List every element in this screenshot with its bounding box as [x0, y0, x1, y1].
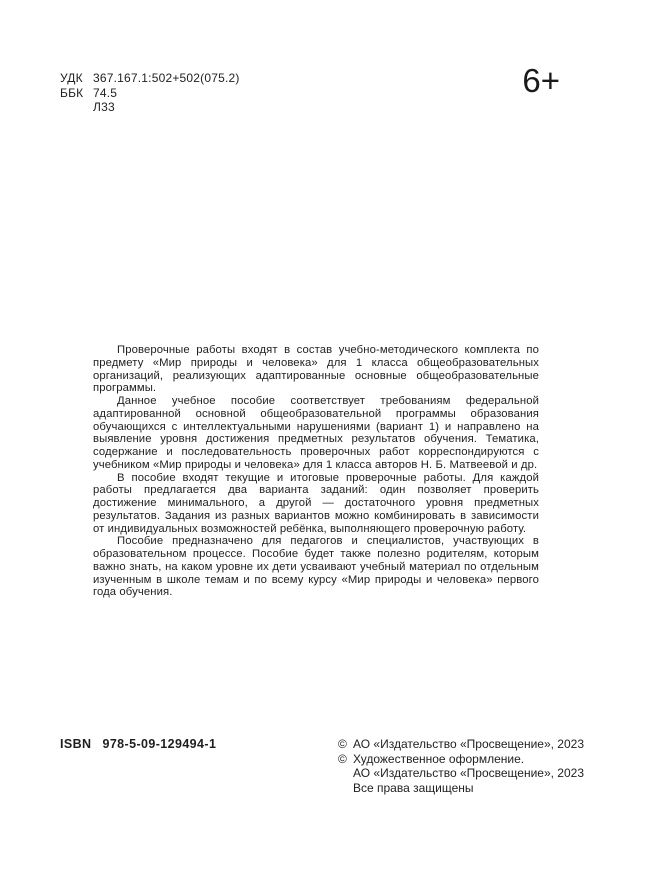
- annotation-paragraph: В пособие входят текущие и итоговые проверочные работы. Для каждой работы предлагается два варианта заданий: один позволяет проверить достижение минимального, а другой — достаточного уровня предметных результатов. Задания из разных вариантов можно комбинировать в зависимости от индивидуальных возможностей ребёнка, выполняющего проверочную работу.: [93, 471, 539, 535]
- annotation-paragraph: Данное учебное пособие соответствует требованиям федеральной адаптированной основной общеобразовательной программы образования обучающихся с интеллектуальными нарушениями (вариант 1) и направлено на выявление уровня достижения предметных результатов обучения. Тематика, содержание и последовательность проверочных работ корреспондируются с учебником «Мир природы и человека» для 1 класса авторов Н. Б. Матвеевой и др.: [93, 395, 539, 471]
- copyright-symbol: [338, 781, 353, 796]
- bbk-row: [60, 86, 240, 101]
- copyright-line: [338, 737, 584, 752]
- bbk-value: 74.5: [93, 85, 118, 100]
- author-sign-label: [60, 100, 93, 115]
- copyright-text: Все права защищены: [353, 780, 474, 795]
- copyright-line: [338, 752, 584, 767]
- isbn-line: [60, 737, 216, 751]
- copyright-text: АО «Издательство «Просвещение», 2023: [353, 766, 585, 781]
- bibliographic-codes: [60, 71, 240, 115]
- copyright-symbol: [338, 766, 353, 781]
- author-sign-row: [60, 100, 240, 115]
- copyright-line: [338, 766, 584, 781]
- bbk-label: ББК: [60, 85, 84, 100]
- copyright-text: АО «Издательство «Просвещение», 2023: [353, 737, 585, 751]
- age-rating-badge: 6+: [522, 62, 560, 99]
- copyright-line: [338, 781, 584, 796]
- copyright-symbol: ©: [338, 737, 347, 751]
- isbn-value: 978-5-09-129494-1: [102, 737, 217, 751]
- udk-value: 367.167.1:502+502(075.2): [93, 71, 240, 85]
- udk-label: УДК: [60, 71, 83, 85]
- copyright-symbol: ©: [338, 751, 347, 766]
- annotation-paragraph: Пособие предназначено для педагогов и специалистов, участвующих в образовательном процессе. Пособие будет также полезно родителям, которым важно знать, на каком уровне их дети усваивают учебный материал по отдельным изученным в школе темам и по всему курсу «Мир природы и человека» первого года обучения.: [93, 535, 539, 599]
- isbn-label: ISBN: [60, 737, 92, 751]
- udk-row: [60, 71, 240, 86]
- copyright-text: Художественное оформление.: [353, 751, 525, 766]
- copyright-block: [338, 737, 584, 795]
- annotation-paragraph: Проверочные работы входят в состав учебно-методического комплекта по предмету «Мир природы и человека» для 1 класса общеобразовательных организаций, реализующих адаптированные основные общеобразовательные программы.: [93, 344, 539, 395]
- author-sign-value: Л33: [93, 100, 115, 114]
- annotation-block: [93, 344, 539, 599]
